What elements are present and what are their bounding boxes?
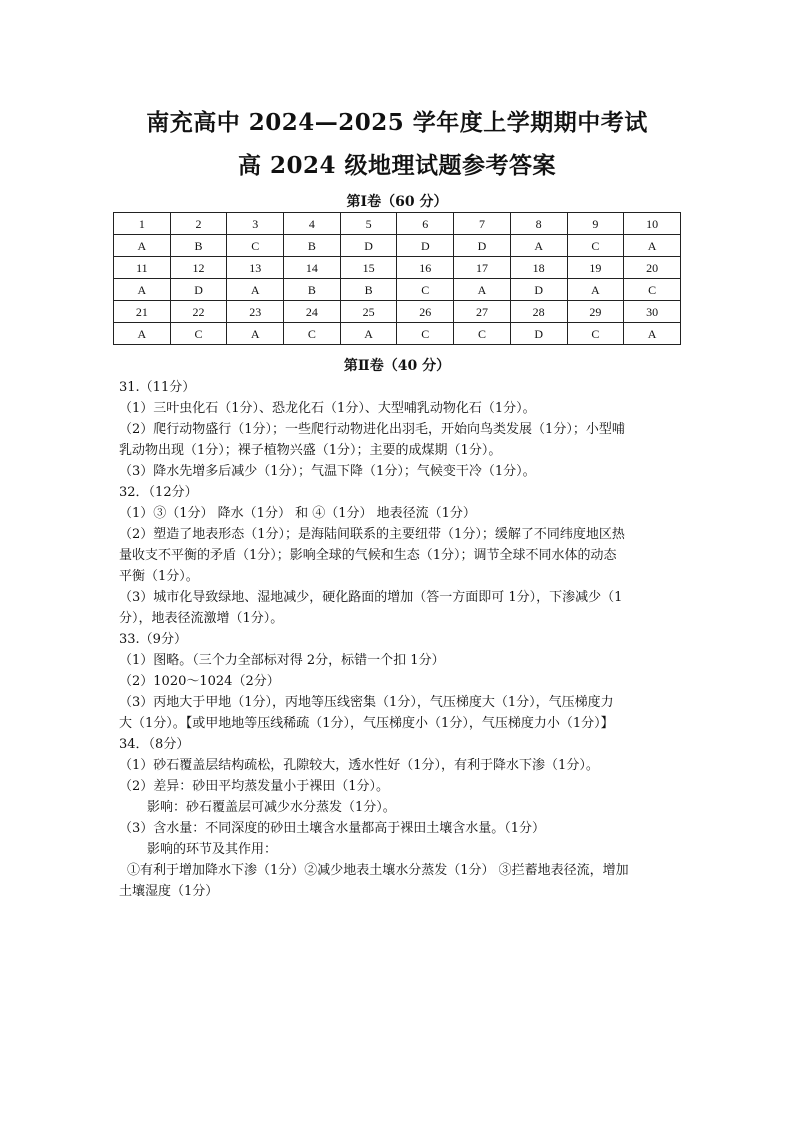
question-number-cell: 13: [227, 257, 284, 279]
q33-answer-3: （3）丙地大于甲地（1分），丙地等压线密集（1分），气压梯度大（1分），气压梯度力: [119, 695, 614, 710]
question-number-cell: 8: [510, 213, 567, 235]
answer-cell: C: [567, 235, 624, 257]
q33-answer-2: （2）1020～1024（2分）: [119, 674, 280, 689]
question-number-cell: 3: [227, 213, 284, 235]
q32-answer-1: （1）③（1分） 降水（1分） 和 ④（1分） 地表径流（1分）: [119, 506, 476, 521]
answer-cell: C: [567, 323, 624, 345]
question-number-cell: 28: [510, 301, 567, 323]
answer-cell: A: [567, 279, 624, 301]
answer-cell: A: [114, 279, 171, 301]
answer-cell: A: [114, 323, 171, 345]
answer-cell: A: [510, 235, 567, 257]
document-subtitle: 高 2024 级地理试题参考答案: [237, 152, 557, 179]
question-number-cell: 23: [227, 301, 284, 323]
answer-cell: A: [227, 323, 284, 345]
answer-cell: A: [624, 323, 681, 345]
question-number-cell: 22: [170, 301, 227, 323]
question-number-cell: 10: [624, 213, 681, 235]
q31-heading: 31.（11分）: [119, 380, 196, 395]
question-number-row: [114, 301, 681, 323]
q32-answer-2: （2）塑造了地表形态（1分）；是海陆间联系的主要纽带（1分）；缓解了不同纬度地区热: [119, 527, 625, 542]
question-number-cell: 17: [454, 257, 511, 279]
answer-cell: C: [397, 323, 454, 345]
question-number-cell: 11: [114, 257, 171, 279]
answer-cell: D: [397, 235, 454, 257]
q31-answer-1: （1）三叶虫化石（1分）、恐龙化石（1分）、大型哺乳动物化石（1分）。: [119, 401, 536, 416]
question-number-cell: 20: [624, 257, 681, 279]
question-number-cell: 1: [114, 213, 171, 235]
question-number-row: [114, 213, 681, 235]
question-number-cell: 7: [454, 213, 511, 235]
question-number-cell: 26: [397, 301, 454, 323]
question-number-cell: 14: [284, 257, 341, 279]
q32-answer-2-cont: 量收支不平衡的矛盾（1分）；影响全球的气候和生态（1分）；调节全球不同水体的动态: [119, 548, 617, 563]
answer-cell: B: [340, 279, 397, 301]
answer-cell: A: [340, 323, 397, 345]
question-number-cell: 18: [510, 257, 567, 279]
answer-cell: D: [454, 235, 511, 257]
question-number-cell: 27: [454, 301, 511, 323]
answer-row: [114, 279, 681, 301]
answer-row: [114, 235, 681, 257]
q34-answer-3: （3）含水量：不同深度的砂田土壤含水量都高于裸田土壤含水量。（1分）: [119, 821, 546, 836]
q34-answer-3-effects: ①有利于增加降水下渗（1分）②减少地表土壤水分蒸发（1分） ③拦蓄地表径流，增加: [127, 863, 629, 878]
answer-row: [114, 323, 681, 345]
question-number-cell: 25: [340, 301, 397, 323]
q32-heading: 32．（12分）: [119, 485, 198, 500]
question-number-row: [114, 257, 681, 279]
answer-cell: C: [170, 323, 227, 345]
document-title: 南充高中 2024—2025 学年度上学期期中考试: [146, 109, 648, 136]
section-2-title: 第Ⅱ卷（40 分）: [343, 358, 451, 374]
q32-answer-3: （3）城市化导致绿地、湿地减少，硬化路面的增加（答一方面即可 1分），下渗减少（1: [119, 590, 623, 605]
question-number-cell: 4: [284, 213, 341, 235]
answer-cell: D: [510, 323, 567, 345]
answer-cell: A: [624, 235, 681, 257]
answer-cell: A: [454, 279, 511, 301]
question-number-cell: 29: [567, 301, 624, 323]
q34-heading: 34．（8分）: [119, 737, 190, 752]
q34-answer-1: （1）砂石覆盖层结构疏松，孔隙较大，透水性好（1分），有利于降水下渗（1分）。: [119, 758, 599, 773]
question-number-cell: 21: [114, 301, 171, 323]
question-number-cell: 24: [284, 301, 341, 323]
answer-cell: D: [510, 279, 567, 301]
answer-cell: D: [340, 235, 397, 257]
question-number-cell: 15: [340, 257, 397, 279]
q34-answer-2: （2）差异：砂田平均蒸发量小于裸田（1分）。: [119, 779, 390, 794]
q34-answer-2-impact: 影响：砂石覆盖层可减少水分蒸发（1分）。: [147, 800, 396, 815]
q34-answer-3-cont: 土壤湿度（1分）: [119, 884, 219, 899]
answer-table: [113, 212, 681, 345]
answer-cell: C: [284, 323, 341, 345]
answer-cell: A: [227, 279, 284, 301]
answer-cell: B: [284, 279, 341, 301]
answer-cell: C: [227, 235, 284, 257]
answer-cell: C: [397, 279, 454, 301]
q33-answer-1: （1）图略。（三个力全部标对得 2分，标错一个扣 1分）: [119, 653, 445, 668]
question-number-cell: 30: [624, 301, 681, 323]
answer-cell: B: [284, 235, 341, 257]
q34-answer-3-label: 影响的环节及其作用：: [147, 842, 278, 857]
question-number-cell: 5: [340, 213, 397, 235]
question-number-cell: 12: [170, 257, 227, 279]
section-2-content: [119, 377, 699, 902]
question-number-cell: 16: [397, 257, 454, 279]
answer-cell: C: [624, 279, 681, 301]
answer-cell: B: [170, 235, 227, 257]
answer-cell: A: [114, 235, 171, 257]
question-number-cell: 6: [397, 213, 454, 235]
question-number-cell: 19: [567, 257, 624, 279]
q32-answer-2-end: 平衡（1分）。: [119, 569, 199, 584]
q33-heading: 33.（9分）: [119, 632, 187, 647]
q31-answer-2-cont: 乳动物出现（1分）；裸子植物兴盛（1分）；主要的成煤期（1分）。: [119, 443, 502, 458]
q32-answer-3-cont: 分），地表径流激增（1分）。: [119, 611, 284, 626]
q33-answer-3-cont: 大（1分）。【或甲地地等压线稀疏（1分），气压梯度小（1分），气压梯度力小（1分）】: [119, 716, 614, 731]
q31-answer-3: （3）降水先增多后减少（1分）；气温下降（1分）；气候变干冷（1分）。: [119, 464, 536, 479]
question-number-cell: 9: [567, 213, 624, 235]
answer-cell: C: [454, 323, 511, 345]
question-number-cell: 2: [170, 213, 227, 235]
answer-cell: D: [170, 279, 227, 301]
q31-answer-2: （2）爬行动物盛行（1分）；一些爬行动物进化出羽毛，开始向鸟类发展（1分）；小型哺: [119, 422, 625, 437]
section-1-title: 第Ⅰ卷（60 分）: [346, 194, 448, 210]
